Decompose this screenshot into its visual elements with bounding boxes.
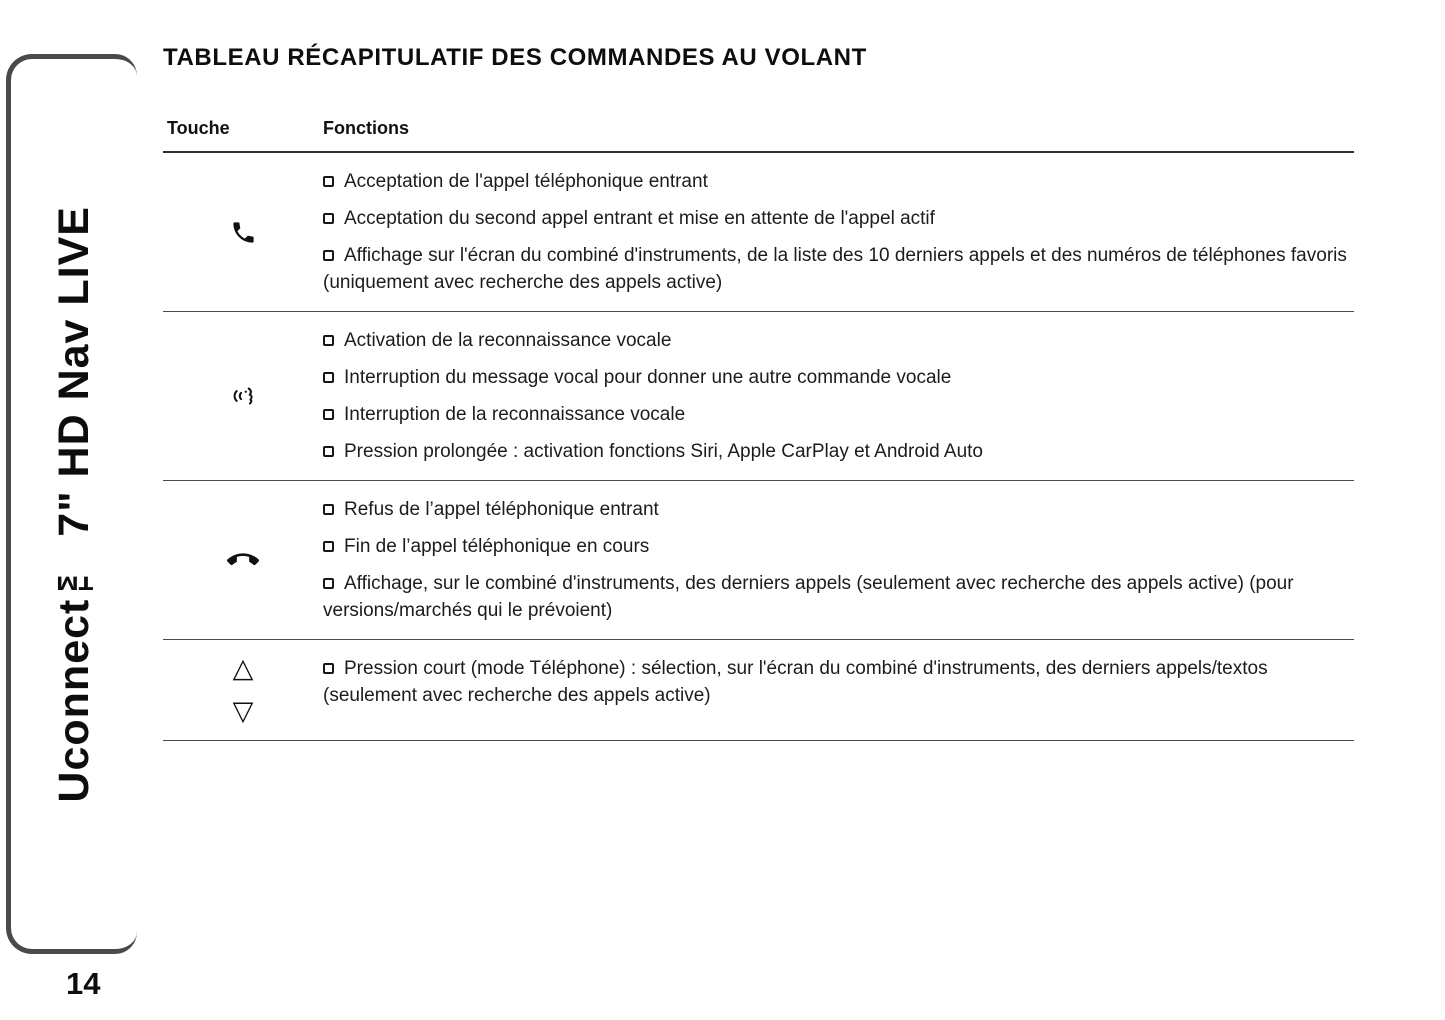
function-item [323, 327, 1354, 354]
touche-cell [163, 496, 323, 624]
phone-answer-icon [230, 219, 257, 246]
checkbox-bullet-icon [323, 541, 334, 552]
function-item [323, 242, 1354, 296]
function-text: Interruption du message vocal pour donner une autre commande vocale [344, 367, 952, 388]
checkbox-bullet-icon [323, 372, 334, 383]
checkbox-bullet-icon [323, 335, 334, 346]
header-fonctions: Fonctions [323, 118, 409, 138]
phone-hangup-icon [227, 544, 259, 576]
triangle-up-icon: △ [232, 653, 254, 683]
function-text: Pression prolongée : activation fonctions Siri, Apple CarPlay et Android Auto [344, 441, 983, 462]
function-item [323, 401, 1354, 428]
function-text: Interruption de la reconnaissance vocale [344, 404, 686, 425]
checkbox-bullet-icon [323, 663, 334, 674]
checkbox-bullet-icon [323, 446, 334, 457]
voice-recognition-icon [228, 381, 258, 411]
function-item [323, 438, 1354, 465]
table-row [163, 312, 1354, 481]
function-item [323, 655, 1354, 709]
function-text: Pression court (mode Téléphone) : sélection, sur l'écran du combiné d'instruments, des derniers appels/textos (seulement avec recherche des appels active) [323, 658, 1268, 706]
checkbox-bullet-icon [323, 578, 334, 589]
fonctions-cell [323, 655, 1354, 725]
table-header-row [163, 118, 1354, 153]
touche-cell [163, 168, 323, 296]
checkbox-bullet-icon [323, 176, 334, 187]
function-text: Affichage sur l'écran du combiné d'instruments, de la liste des 10 derniers appels et des numéros de téléphones favoris (uniquement avec recherche des appels active) [323, 245, 1347, 293]
function-item [323, 533, 1354, 560]
table-row [163, 153, 1354, 312]
fonctions-cell [323, 168, 1354, 296]
function-text: Activation de la reconnaissance vocale [344, 330, 672, 351]
function-text: Affichage, sur le combiné d'instruments, des derniers appels (seulement avec recherche des appels active) (pour versions/marchés qui le prévoient) [323, 573, 1294, 621]
function-item [323, 364, 1354, 391]
function-text: Fin de l’appel téléphonique en cours [344, 536, 650, 557]
checkbox-bullet-icon [323, 250, 334, 261]
function-text: Refus de l’appel téléphonique entrant [344, 499, 659, 520]
fonctions-cell [323, 327, 1354, 465]
function-item [323, 205, 1354, 232]
checkbox-bullet-icon [323, 409, 334, 420]
page-number: 14 [66, 966, 101, 1001]
touche-cell [163, 655, 323, 725]
triangle-down-icon: ▽ [232, 696, 254, 726]
checkbox-bullet-icon [323, 504, 334, 515]
function-text: Acceptation du second appel entrant et mise en attente de l'appel actif [344, 208, 935, 229]
function-item [323, 496, 1354, 523]
fonctions-cell [323, 496, 1354, 624]
main-content [163, 44, 1354, 741]
page-title: TABLEAU RÉCAPITULATIF DES COMMANDES AU VOLANT [163, 44, 867, 71]
function-text: Acceptation de l'appel téléphonique entrant [344, 171, 708, 192]
table-row [163, 640, 1354, 741]
header-touche: Touche [167, 118, 230, 138]
chapter-tab-box [6, 54, 137, 954]
checkbox-bullet-icon [323, 213, 334, 224]
touche-cell [163, 327, 323, 465]
chapter-title: Uconnect™ 7" HD Nav LIVE [49, 205, 98, 803]
function-item [323, 570, 1354, 624]
table-row [163, 481, 1354, 640]
function-item [323, 168, 1354, 195]
